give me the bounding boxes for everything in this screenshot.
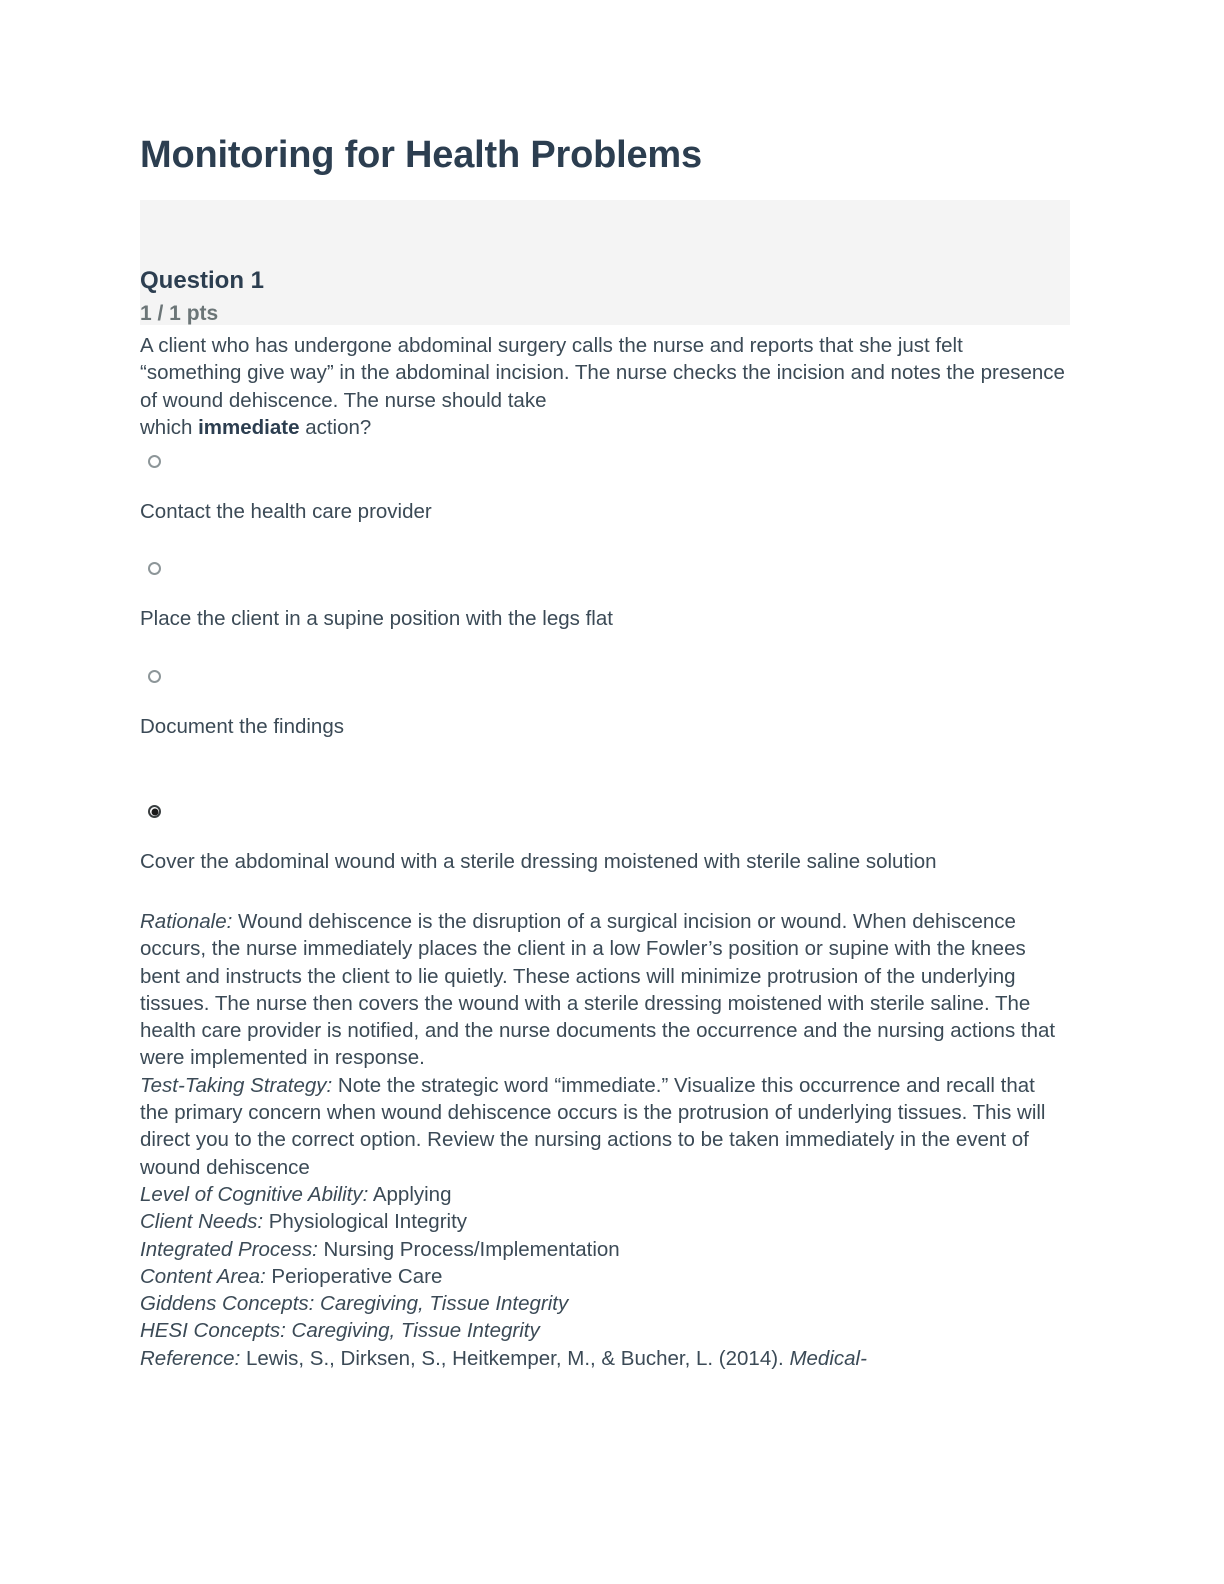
radio-button-unselected-icon[interactable] bbox=[148, 562, 161, 575]
answer-option-2-label: Place the client in a supine position with the legs flat bbox=[140, 607, 613, 630]
answer-option-4-label: Cover the abdominal wound with a sterile dressing moistened with sterile saline solution bbox=[140, 850, 937, 873]
meta-integrated-process bbox=[140, 1236, 1068, 1263]
page-title: Monitoring for Health Problems bbox=[140, 134, 702, 176]
answer-option-2[interactable] bbox=[140, 562, 613, 630]
meta-key: HESI Concepts: Caregiving, Tissue Integrity bbox=[140, 1319, 540, 1343]
meta-key: Content Area: bbox=[140, 1264, 266, 1288]
answer-option-4[interactable] bbox=[140, 805, 937, 873]
reference-text: Lewis, S., Dirksen, S., Heitkemper, M., & Bucher, L. (2014). bbox=[240, 1346, 790, 1370]
question-points: 1 / 1 pts bbox=[140, 302, 219, 325]
meta-key: Integrated Process: bbox=[140, 1237, 318, 1261]
meta-client-needs bbox=[140, 1208, 1068, 1235]
rationale-text: Wound dehiscence is the disruption of a surgical incision or wound. When dehiscence occurs, the nurse immediately places the client in a low Fowler’s position or supine with the knees bent and instructs the client to lie quietly. These actions will minimize protrusion of the underlying tissues. The nurse then covers the wound with a sterile dressing moistened with sterile saline. The health care provider is notified, and the nurse documents the occurrence and the nursing actions that were implemented in response. bbox=[140, 910, 1056, 1070]
question-stem-part2: action? bbox=[299, 415, 372, 439]
radio-button-unselected-icon[interactable] bbox=[148, 670, 161, 683]
rationale-paragraph bbox=[140, 908, 1068, 1072]
question-stem-linebreak: which bbox=[140, 415, 199, 439]
radio-button-selected-icon[interactable] bbox=[148, 805, 161, 818]
question-stem-bold: immediate bbox=[198, 415, 300, 439]
answer-option-3-label: Document the findings bbox=[140, 715, 344, 738]
meta-value: Nursing Process/Implementation bbox=[317, 1237, 620, 1261]
meta-hesi-concepts bbox=[140, 1317, 1068, 1344]
meta-value: Perioperative Care bbox=[265, 1264, 443, 1288]
meta-value: Applying bbox=[368, 1182, 452, 1206]
radio-button-unselected-icon[interactable] bbox=[148, 455, 161, 468]
answer-option-1[interactable] bbox=[140, 455, 432, 523]
reference-title-italic: Medical- bbox=[789, 1346, 867, 1370]
meta-key: Giddens Concepts: Caregiving, Tissue Integrity bbox=[140, 1292, 569, 1316]
question-stem-part1: A client who has undergone abdominal surgery calls the nurse and reports that she just felt “something give way” in the abdominal incision. The nurse checks the incision and notes the presence of wound dehiscence. The nurse should take bbox=[140, 334, 1065, 412]
meta-key: Level of Cognitive Ability: bbox=[140, 1182, 369, 1206]
answer-option-3[interactable] bbox=[140, 670, 344, 738]
meta-content-area bbox=[140, 1263, 1068, 1290]
question-stem bbox=[140, 332, 1065, 441]
rationale-block bbox=[140, 908, 1068, 1372]
test-taking-strategy-paragraph bbox=[140, 1072, 1068, 1181]
test-taking-strategy-text: Note the strategic word “immediate.” Visualize this occurrence and recall that the primary concern when wound dehiscence occurs is the protrusion of underlying tissues. This will direct you to the correct option. Review the nursing actions to be taken immediately in the event of wound dehiscence bbox=[140, 1073, 1046, 1179]
reference-label: Reference: bbox=[140, 1346, 241, 1370]
meta-giddens-concepts bbox=[140, 1290, 1068, 1317]
meta-value: Physiological Integrity bbox=[263, 1210, 468, 1234]
meta-reference bbox=[140, 1345, 1068, 1372]
test-taking-strategy-label: Test-Taking Strategy: bbox=[140, 1073, 333, 1097]
answer-option-1-label: Contact the health care provider bbox=[140, 500, 432, 523]
meta-level-of-cognitive-ability bbox=[140, 1181, 1068, 1208]
rationale-label: Rationale: bbox=[140, 910, 233, 933]
meta-key: Client Needs: bbox=[140, 1210, 264, 1234]
question-heading: Question 1 bbox=[140, 267, 265, 294]
